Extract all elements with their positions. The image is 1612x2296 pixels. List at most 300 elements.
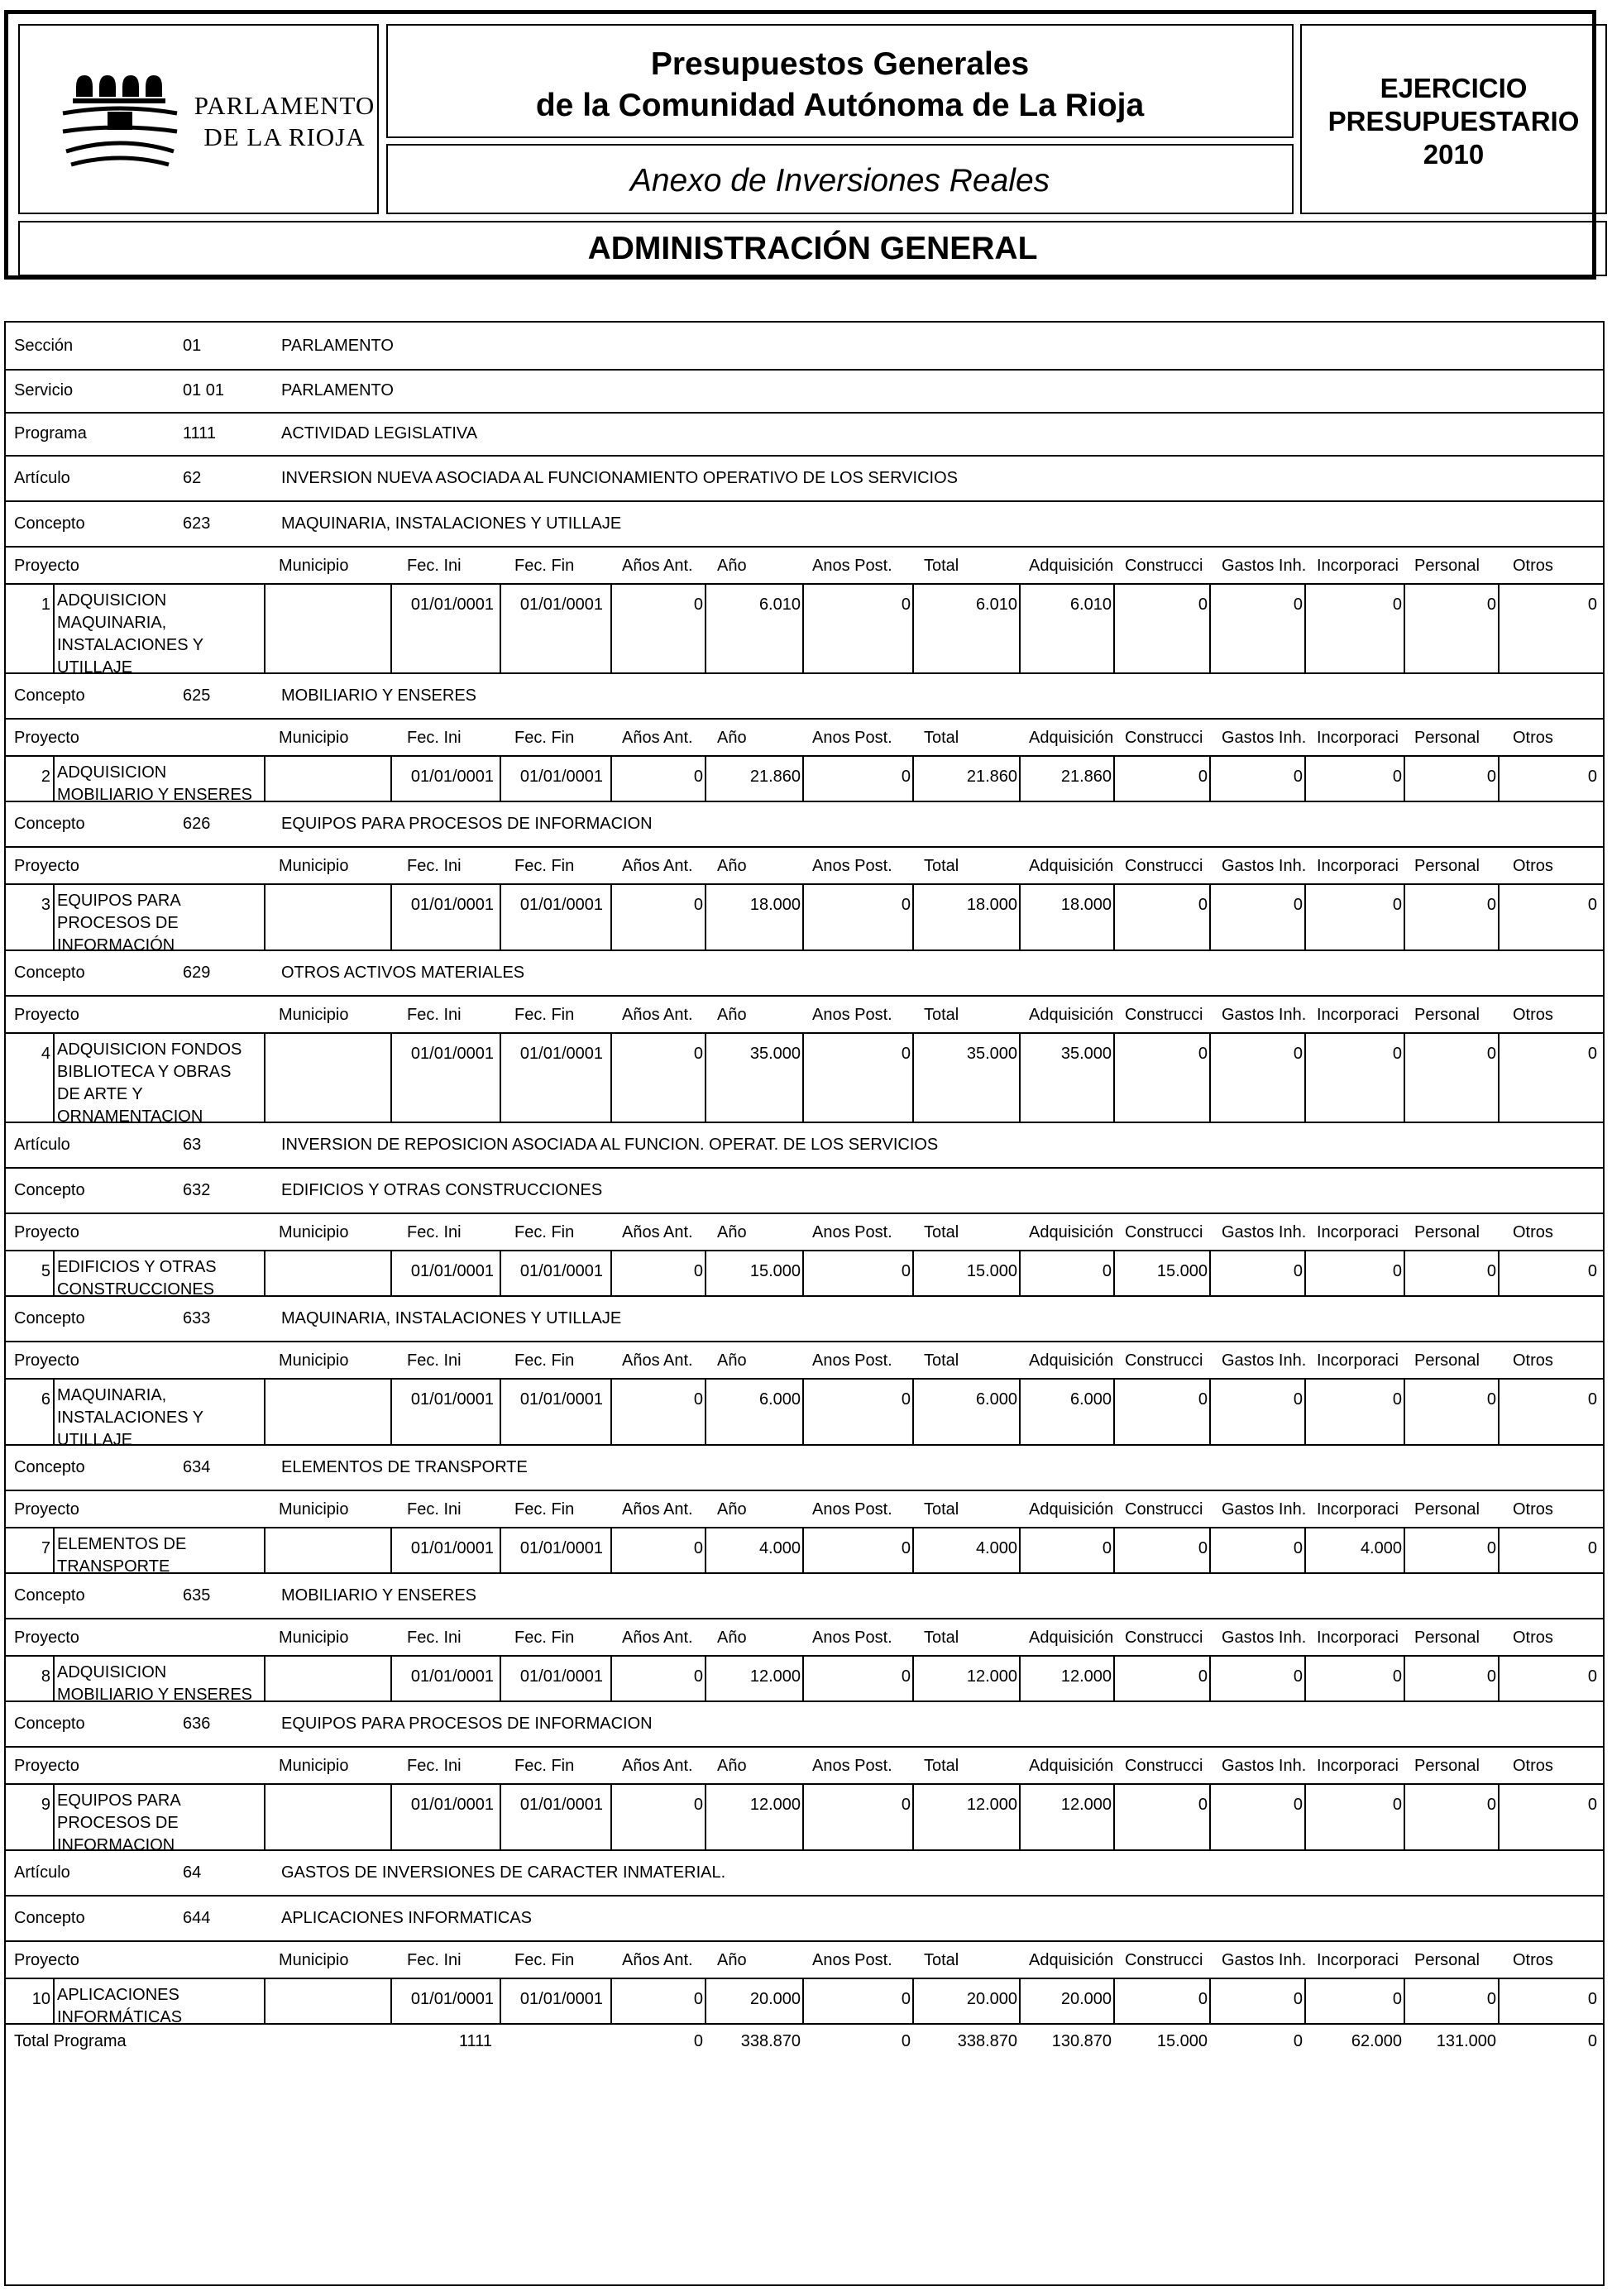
project-number: 8: [41, 1667, 50, 1686]
column-header: Municipio: [279, 557, 349, 575]
start-date-cell: 01/01/0001: [410, 1045, 494, 1063]
title-box: [386, 24, 1294, 138]
total-amount-cell: 0: [693, 2032, 703, 2050]
amount-cell: 12.000: [1060, 1796, 1112, 1814]
column-divider: [264, 1783, 265, 1849]
column-header: Otros: [1513, 1629, 1553, 1647]
row-code: 62: [183, 468, 202, 487]
amount-cell: 0: [1392, 1796, 1402, 1814]
column-divider: [802, 1783, 804, 1849]
column-divider: [1113, 1032, 1115, 1122]
project-description-line: UTILLAJE: [57, 658, 133, 677]
column-divider: [1304, 1378, 1306, 1444]
column-header: Adquisición: [1029, 1500, 1114, 1519]
row-label: Artículo: [14, 468, 70, 487]
column-header: Fec. Fin: [514, 1223, 575, 1241]
column-divider: [390, 1250, 392, 1295]
project-number: 5: [41, 1262, 50, 1280]
project-number: 10: [31, 1990, 50, 2008]
column-header: Fec. Fin: [514, 1351, 575, 1370]
column-header: Proyecto: [14, 1757, 79, 1775]
column-header: Fec. Fin: [514, 1006, 575, 1024]
amount-cell: 0: [1392, 1990, 1402, 2008]
column-divider: [1209, 1250, 1211, 1295]
column-divider: [912, 1378, 914, 1444]
amount-cell: 0: [1293, 1667, 1303, 1686]
column-divider: [610, 583, 612, 672]
amount-cell: 0: [1587, 896, 1597, 914]
row-description: OTROS ACTIVOS MATERIALES: [281, 963, 525, 982]
row-label: Sección: [14, 337, 74, 355]
amount-cell: 0: [1486, 1045, 1496, 1063]
amount-cell: 12.000: [1060, 1667, 1112, 1686]
column-divider: [53, 1527, 55, 1572]
column-header: Personal: [1414, 557, 1480, 575]
column-header: Construcci: [1125, 1223, 1203, 1241]
column-header: Gastos Inh.: [1222, 1951, 1307, 1969]
column-header: Personal: [1414, 1629, 1480, 1647]
row-divider: [6, 949, 1603, 951]
column-divider: [610, 1378, 612, 1444]
row-divider: [6, 1213, 1603, 1214]
page-title-line-1: Presupuestos Generales: [650, 46, 1030, 82]
column-header: Personal: [1414, 729, 1480, 747]
column-divider: [705, 1378, 706, 1444]
column-header: Años Ant.: [622, 557, 693, 575]
column-divider: [390, 1032, 392, 1122]
column-header: Personal: [1414, 857, 1480, 875]
column-divider: [802, 755, 804, 801]
amount-cell: 0: [693, 1045, 703, 1063]
column-header: Proyecto: [14, 1629, 79, 1647]
row-divider: [6, 1341, 1603, 1342]
column-header: Municipio: [279, 729, 349, 747]
column-divider: [705, 1655, 706, 1700]
column-divider: [390, 883, 392, 949]
row-description: ELEMENTOS DE TRANSPORTE: [281, 1457, 528, 1476]
column-header: Años Ant.: [622, 1629, 693, 1647]
column-divider: [264, 755, 265, 801]
column-header: Fec. Fin: [514, 1629, 575, 1647]
project-number: 9: [41, 1796, 50, 1814]
column-divider: [1304, 1527, 1306, 1572]
column-header: Proyecto: [14, 557, 79, 575]
column-header: Año: [717, 1951, 747, 1969]
column-divider: [802, 1655, 804, 1700]
column-header: Fec. Ini: [407, 1223, 462, 1241]
project-description-line: INFORMÁTICAS: [57, 2008, 183, 2026]
project-description-line: EQUIPOS PARA: [57, 892, 181, 910]
row-divider: [6, 1122, 1603, 1123]
column-header: Municipio: [279, 1629, 349, 1647]
column-header: Proyecto: [14, 1223, 79, 1241]
amount-cell: 0: [1587, 1539, 1597, 1557]
column-header: Fec. Ini: [407, 1006, 462, 1024]
amount-cell: 0: [693, 1390, 703, 1409]
column-divider: [912, 1250, 914, 1295]
total-amount-cell: 130.870: [1051, 2032, 1112, 2050]
column-divider: [53, 883, 55, 949]
column-divider: [53, 1032, 55, 1122]
column-divider: [1304, 1032, 1306, 1122]
amount-cell: 35.000: [966, 1045, 1017, 1063]
amount-cell: 4.000: [1360, 1539, 1402, 1557]
amount-cell: 0: [1102, 1539, 1112, 1557]
column-header: Año: [717, 729, 747, 747]
amount-cell: 15.000: [749, 1262, 801, 1280]
column-divider: [610, 1655, 612, 1700]
project-number: 7: [41, 1539, 50, 1557]
logo-name: [189, 90, 380, 153]
project-description: [57, 762, 264, 806]
row-description: MOBILIARIO Y ENSERES: [281, 1586, 477, 1605]
row-divider: [6, 1250, 1603, 1251]
amount-cell: 4.000: [975, 1539, 1017, 1557]
column-header: Otros: [1513, 1500, 1553, 1519]
column-divider: [802, 1378, 804, 1444]
project-description-line: MOBILIARIO Y ENSERES: [57, 1686, 253, 1704]
row-divider: [6, 1572, 1603, 1574]
start-date-cell: 01/01/0001: [410, 896, 494, 914]
column-divider: [1019, 1378, 1021, 1444]
column-header: Otros: [1513, 857, 1553, 875]
amount-cell: 0: [1198, 768, 1208, 786]
column-divider: [1113, 583, 1115, 672]
column-header: Total: [924, 1757, 959, 1775]
column-divider: [500, 1378, 501, 1444]
amount-cell: 0: [1198, 1045, 1208, 1063]
fiscal-year-box: [1300, 24, 1607, 214]
end-date-cell: 01/01/0001: [519, 1796, 603, 1814]
row-label: Concepto: [14, 514, 85, 533]
column-divider: [802, 883, 804, 949]
amount-cell: 0: [1198, 1990, 1208, 2008]
project-description-line: BIBLIOTECA Y OBRAS: [57, 1063, 232, 1081]
column-divider: [912, 883, 914, 949]
column-header: Total: [924, 1629, 959, 1647]
column-divider: [390, 583, 392, 672]
project-description-line: INSTALACIONES Y: [57, 1409, 204, 1427]
column-divider: [1404, 1378, 1405, 1444]
end-date-cell: 01/01/0001: [519, 768, 603, 786]
column-header: Años Ant.: [622, 729, 693, 747]
end-date-cell: 01/01/0001: [519, 596, 603, 614]
column-divider: [802, 1527, 804, 1572]
column-header: Fec. Ini: [407, 557, 462, 575]
total-amount-cell: 0: [1587, 2032, 1597, 2050]
row-divider: [6, 846, 1603, 848]
column-divider: [1019, 755, 1021, 801]
row-code: 636: [183, 1714, 211, 1733]
amount-cell: 0: [1392, 1390, 1402, 1409]
column-divider: [1404, 583, 1405, 672]
row-code: 01: [183, 337, 202, 355]
row-code: 64: [183, 1863, 202, 1882]
project-description-line: ADQUISICION: [57, 591, 167, 610]
column-header: Anos Post.: [812, 1757, 892, 1775]
column-header: Anos Post.: [812, 1006, 892, 1024]
column-header: Gastos Inh.: [1222, 557, 1307, 575]
row-divider: [6, 1618, 1603, 1619]
amount-cell: 0: [1587, 596, 1597, 614]
column-header: Años Ant.: [622, 1223, 693, 1241]
column-header: Año: [717, 1351, 747, 1370]
column-divider: [1113, 1250, 1115, 1295]
amount-cell: 0: [1392, 1045, 1402, 1063]
column-header: Año: [717, 557, 747, 575]
column-divider: [1304, 755, 1306, 801]
row-label: Servicio: [14, 381, 74, 399]
column-divider: [1404, 1527, 1405, 1572]
column-divider: [1498, 1655, 1500, 1700]
row-code: 623: [183, 514, 211, 533]
row-divider: [6, 755, 1603, 757]
column-divider: [264, 1250, 265, 1295]
column-header: Gastos Inh.: [1222, 1500, 1307, 1519]
column-divider: [1113, 755, 1115, 801]
column-divider: [1113, 1783, 1115, 1849]
row-description: ACTIVIDAD LEGISLATIVA: [281, 424, 478, 442]
column-divider: [1019, 583, 1021, 672]
column-divider: [390, 755, 392, 801]
column-header: Personal: [1414, 1500, 1480, 1519]
column-divider: [610, 1250, 612, 1295]
amount-cell: 0: [901, 1045, 911, 1063]
column-divider: [53, 1250, 55, 1295]
amount-cell: 0: [1392, 768, 1402, 786]
project-description-line: UTILLAJE: [57, 1431, 133, 1449]
column-divider: [1404, 755, 1405, 801]
row-code: 01 01: [183, 381, 225, 399]
amount-cell: 21.860: [966, 768, 1017, 786]
row-divider: [6, 455, 1603, 457]
row-label: Concepto: [14, 1457, 85, 1476]
column-header: Adquisición: [1029, 729, 1114, 747]
project-description-line: ADQUISICION: [57, 763, 167, 782]
column-divider: [500, 583, 501, 672]
row-divider: [6, 583, 1603, 585]
amount-cell: 20.000: [1060, 1990, 1112, 2008]
amount-cell: 0: [1198, 1667, 1208, 1686]
project-description-line: APLICACIONES: [57, 1986, 179, 2004]
column-divider: [610, 1032, 612, 1122]
amount-cell: 12.000: [966, 1667, 1017, 1686]
column-divider: [53, 755, 55, 801]
column-divider: [1113, 1527, 1115, 1572]
column-divider: [264, 883, 265, 949]
column-header: Años Ant.: [622, 1006, 693, 1024]
column-divider: [1498, 755, 1500, 801]
row-divider: [6, 1849, 1603, 1851]
amount-cell: 0: [1587, 1390, 1597, 1409]
start-date-cell: 01/01/0001: [410, 1262, 494, 1280]
column-header: Años Ant.: [622, 1351, 693, 1370]
column-header: Gastos Inh.: [1222, 1757, 1307, 1775]
row-label: Concepto: [14, 1586, 85, 1605]
column-header: Municipio: [279, 857, 349, 875]
column-header: Otros: [1513, 1757, 1553, 1775]
column-divider: [1019, 1527, 1021, 1572]
column-header: Construcci: [1125, 1629, 1203, 1647]
column-header: Adquisición: [1029, 1006, 1114, 1024]
amount-cell: 0: [901, 1667, 911, 1686]
column-header: Anos Post.: [812, 1500, 892, 1519]
project-description: [57, 1039, 264, 1128]
row-label: Programa: [14, 424, 87, 442]
column-header: Construcci: [1125, 729, 1203, 747]
row-label: Artículo: [14, 1135, 70, 1154]
column-divider: [705, 1978, 706, 2023]
start-date-cell: 01/01/0001: [410, 1539, 494, 1557]
row-code: 626: [183, 814, 211, 833]
column-header: Adquisición: [1029, 1629, 1114, 1647]
row-divider: [6, 1940, 1603, 1942]
column-divider: [1498, 1378, 1500, 1444]
project-description-line: ORNAMENTACION: [57, 1107, 203, 1126]
column-divider: [390, 1378, 392, 1444]
column-divider: [705, 1032, 706, 1122]
amount-cell: 0: [693, 896, 703, 914]
column-divider: [264, 1032, 265, 1122]
amount-cell: 0: [1293, 1796, 1303, 1814]
project-number: 2: [41, 768, 50, 786]
section-title: ADMINISTRACIÓN GENERAL: [587, 231, 1038, 266]
row-label: Concepto: [14, 814, 85, 833]
column-header: Anos Post.: [812, 729, 892, 747]
column-header: Fec. Ini: [407, 1351, 462, 1370]
amount-cell: 0: [901, 1262, 911, 1280]
column-divider: [1113, 1978, 1115, 2023]
column-header: Construcci: [1125, 857, 1203, 875]
row-label: Concepto: [14, 686, 85, 705]
column-divider: [1209, 1032, 1211, 1122]
total-amount-cell: 131.000: [1436, 2032, 1496, 2050]
column-header: Fec. Ini: [407, 1951, 462, 1969]
column-divider: [264, 1378, 265, 1444]
row-label: Concepto: [14, 963, 85, 982]
amount-cell: 0: [1486, 896, 1496, 914]
column-header: Fec. Ini: [407, 1757, 462, 1775]
column-header: Proyecto: [14, 1500, 79, 1519]
column-header: Municipio: [279, 1757, 349, 1775]
column-divider: [1019, 1978, 1021, 2023]
amount-cell: 12.000: [966, 1796, 1017, 1814]
amount-cell: 18.000: [749, 896, 801, 914]
row-code: 63: [183, 1135, 202, 1154]
project-description-line: INSTALACIONES Y: [57, 636, 204, 654]
amount-cell: 35.000: [749, 1045, 801, 1063]
start-date-cell: 01/01/0001: [410, 1390, 494, 1409]
project-description-line: ADQUISICION FONDOS: [57, 1040, 242, 1059]
amount-cell: 35.000: [1060, 1045, 1112, 1063]
column-divider: [1304, 583, 1306, 672]
project-description: [57, 590, 264, 679]
column-divider: [1498, 883, 1500, 949]
column-divider: [1304, 1978, 1306, 2023]
column-divider: [500, 755, 501, 801]
row-description: PARLAMENTO: [281, 337, 394, 355]
column-divider: [1498, 583, 1500, 672]
column-header: Adquisición: [1029, 557, 1114, 575]
project-description-line: CONSTRUCCIONES: [57, 1280, 215, 1299]
amount-cell: 18.000: [1060, 896, 1112, 914]
amount-cell: 0: [901, 1990, 911, 2008]
column-divider: [1404, 1250, 1405, 1295]
total-amount-cell: 62.000: [1351, 2032, 1402, 2050]
column-header: Proyecto: [14, 1951, 79, 1969]
total-amount-cell: 338.870: [740, 2032, 801, 2050]
column-header: Construcci: [1125, 1006, 1203, 1024]
column-divider: [390, 1527, 392, 1572]
amount-cell: 6.010: [758, 596, 801, 614]
row-description: EQUIPOS PARA PROCESOS DE INFORMACION: [281, 814, 653, 833]
column-divider: [1209, 883, 1211, 949]
total-label: Total Programa: [14, 2032, 127, 2050]
column-header: Fec. Fin: [514, 857, 575, 875]
column-header: Incorporaci: [1317, 1006, 1399, 1024]
column-header: Fec. Ini: [407, 857, 462, 875]
fiscal-year-value: 2010: [1423, 139, 1485, 170]
row-label: Concepto: [14, 1180, 85, 1199]
column-header: Años Ant.: [622, 857, 693, 875]
amount-cell: 0: [1587, 1990, 1597, 2008]
project-description-line: MOBILIARIO Y ENSERES: [57, 786, 253, 804]
logo-name-line-1: PARLAMENTO: [194, 91, 375, 120]
column-header: Anos Post.: [812, 1951, 892, 1969]
column-divider: [1209, 755, 1211, 801]
column-divider: [610, 1527, 612, 1572]
column-header: Personal: [1414, 1951, 1480, 1969]
row-description: INVERSION NUEVA ASOCIADA AL FUNCIONAMIENTO OPERATIVO DE LOS SERVICIOS: [281, 468, 958, 487]
project-description: [57, 890, 264, 957]
project-description-line: MAQUINARIA,: [57, 614, 167, 632]
column-header: Gastos Inh.: [1222, 729, 1307, 747]
column-divider: [1404, 1032, 1405, 1122]
project-description-line: EDIFICIOS Y OTRAS: [57, 1258, 217, 1276]
amount-cell: 0: [1293, 1539, 1303, 1557]
column-divider: [610, 755, 612, 801]
column-divider: [1209, 1527, 1211, 1572]
row-label: Artículo: [14, 1863, 70, 1882]
column-divider: [705, 883, 706, 949]
amount-cell: 20.000: [966, 1990, 1017, 2008]
total-amount-cell: 0: [1293, 2032, 1303, 2050]
amount-cell: 0: [1587, 1667, 1597, 1686]
start-date-cell: 01/01/0001: [410, 1990, 494, 2008]
column-divider: [1404, 1783, 1405, 1849]
row-code: 625: [183, 686, 211, 705]
row-divider: [6, 995, 1603, 997]
amount-cell: 18.000: [966, 896, 1017, 914]
column-divider: [53, 1978, 55, 2023]
column-header: Proyecto: [14, 1351, 79, 1370]
row-divider: [6, 1444, 1603, 1446]
amount-cell: 6.010: [975, 596, 1017, 614]
amount-cell: 0: [1392, 896, 1402, 914]
total-amount-cell: 0: [901, 2032, 911, 2050]
project-description-line: INFORMACION: [57, 1836, 175, 1854]
column-header: Incorporaci: [1317, 1629, 1399, 1647]
row-divider: [6, 672, 1603, 674]
column-header: Otros: [1513, 1223, 1553, 1241]
project-description: [57, 1790, 264, 1857]
row-divider: [6, 801, 1603, 802]
amount-cell: 0: [1198, 1796, 1208, 1814]
column-header: Total: [924, 1351, 959, 1370]
amount-cell: 0: [693, 1990, 703, 2008]
project-description-line: ELEMENTOS DE: [57, 1535, 187, 1553]
amount-cell: 15.000: [966, 1262, 1017, 1280]
